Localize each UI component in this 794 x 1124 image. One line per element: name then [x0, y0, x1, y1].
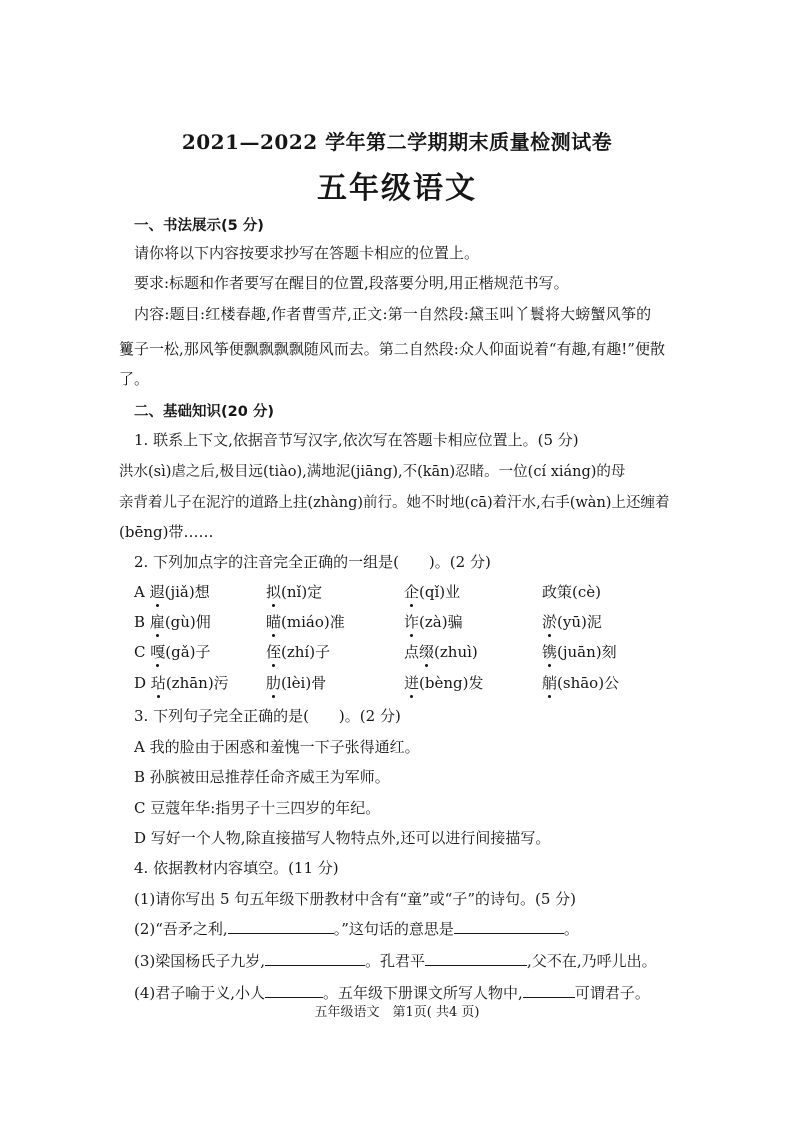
q1-text-line-2: 亲背着儿子在泥泞的道路上拄(zhàng)前行。她不时地(cā)着汗水,右手(wàn)上还缠着	[119, 495, 670, 511]
dotted-char: 侄	[266, 643, 282, 661]
option-prefix: D	[134, 674, 151, 692]
pinyin: (jiǎ)想	[164, 583, 210, 601]
dotted-char: 雇	[149, 613, 165, 631]
q2-option	[266, 581, 322, 602]
pinyin: (zhān)污	[165, 674, 229, 692]
q4-part-4	[134, 982, 650, 1003]
q2-option	[542, 641, 617, 662]
q4-p4-text-a: (4)君子喻于义,小人	[134, 984, 266, 1002]
q2-option	[134, 641, 211, 662]
dotted-char: 遐	[149, 583, 165, 601]
answer-blank[interactable]	[523, 983, 575, 998]
q4-part-2	[134, 918, 579, 939]
pinyin: (miáo)准	[281, 613, 345, 631]
option-prefix: 点	[404, 643, 420, 661]
q2-option	[404, 641, 478, 662]
q3-option-c: C 豆蔻年华:指男子十三四岁的年纪。	[134, 799, 381, 817]
q4-p3-text-b: 。孔君平	[365, 952, 426, 970]
q2-option	[542, 611, 602, 632]
pinyin: (gǎ)子	[165, 643, 211, 661]
q4-p2-text-a: (2)“吾矛之利,	[134, 920, 228, 938]
q4-p2-text-c: 。	[563, 920, 579, 938]
dotted-char: 镌	[542, 643, 558, 661]
pinyin: (zhuì)	[434, 643, 478, 661]
answer-blank[interactable]	[265, 983, 323, 998]
q2-option	[266, 672, 326, 693]
dotted-char: 拟	[266, 583, 282, 601]
dotted-char: 嘎	[150, 643, 166, 661]
plain-char: 政策	[542, 583, 573, 601]
dotted-char: 企	[404, 583, 420, 601]
answer-blank[interactable]	[454, 919, 564, 934]
dotted-char: 艄	[542, 674, 558, 692]
option-prefix: A	[134, 583, 150, 601]
dotted-char: 诈	[404, 613, 420, 631]
q2-option	[134, 581, 210, 602]
section-2-heading: 二、基础知识(20 分)	[134, 404, 274, 420]
q3-option-a: A 我的脸由于困惑和羞愧一下子张得通红。	[134, 738, 420, 756]
s1-content-line-1: 内容:题目:红楼春趣,作者曹雪芹,正文:第一自然段:黛玉叫丫鬟将大螃蟹风筝的	[134, 305, 652, 323]
answer-blank[interactable]	[425, 951, 527, 966]
answer-blank[interactable]	[265, 951, 365, 966]
exam-title: 2021—2022 学年第二学期期末质量检测试卷	[181, 130, 613, 154]
q1-text-line-1: 洪水(sì)虐之后,极目远(tiào),满地泥(jiāng),不(kān)忍睹。一位(cí xiáng)的母	[119, 464, 626, 480]
s1-content-line-2: 籰子一松,那风筝便飘飘飘飘随风而去。第二自然段:众人仰面说着“有趣,有趣!”便散	[119, 340, 665, 358]
q4-part-3	[134, 950, 657, 971]
q4-part-1: (1)请你写出 5 句五年级下册教材中含有“童”或“子”的诗句。(5 分)	[134, 890, 577, 908]
q2-option	[134, 672, 229, 693]
q4-p4-text-c: 可谓君子。	[574, 984, 650, 1002]
q2-option	[404, 581, 460, 602]
option-prefix: C	[134, 643, 151, 661]
q2-stem: 2. 下列加点字的注音完全正确的一组是( )。(2 分)	[134, 553, 491, 571]
dotted-char: 淤	[542, 613, 558, 631]
pinyin: (cè)	[572, 583, 601, 601]
pinyin: (zhí)子	[281, 643, 331, 661]
q2-option	[134, 611, 211, 632]
q3-option-b: B 孙膑被田忌推荐任命齐威王为军师。	[134, 768, 390, 786]
dotted-char: 迸	[404, 674, 420, 692]
q2-option	[266, 611, 345, 632]
pinyin: (juān)刻	[557, 643, 617, 661]
pinyin: (gù)佣	[164, 613, 211, 631]
dotted-char: 缀	[419, 643, 435, 661]
dotted-char: 瞄	[266, 613, 282, 631]
dotted-char: 肋	[266, 674, 282, 692]
q2-option	[542, 581, 601, 602]
pinyin: (yū)泥	[557, 613, 602, 631]
q2-option	[404, 672, 483, 693]
pinyin: (bèng)发	[419, 674, 484, 692]
q2-option	[404, 611, 463, 632]
s1-instruction: 请你将以下内容按要求抄写在答题卡相应的位置上。	[134, 244, 480, 262]
pinyin: (zà)骗	[419, 613, 463, 631]
s1-content-line-3: 了。	[119, 370, 150, 388]
q1-text-line-3: (bēng)带……	[119, 523, 214, 541]
q4-stem: 4. 依据教材内容填空。(11 分)	[134, 859, 339, 877]
option-prefix: B	[134, 613, 150, 631]
section-1-heading: 一、书法展示(5 分)	[134, 218, 264, 234]
s1-requirement: 要求:标题和作者要写在醒目的位置,段落要分明,用正楷规范书写。	[134, 274, 569, 292]
pinyin: (shāo)公	[557, 674, 620, 692]
q3-option-d: D 写好一个人物,除直接描写人物特点外,还可以进行间接描写。	[134, 829, 551, 847]
q2-option	[542, 672, 619, 693]
q2-option	[266, 641, 330, 662]
pinyin: (nǐ)定	[281, 583, 323, 601]
q4-p3-text-c: ,父不在,乃呼儿出。	[527, 952, 657, 970]
answer-blank[interactable]	[228, 919, 334, 934]
dotted-char: 玷	[150, 674, 166, 692]
pinyin: (lèi)骨	[281, 674, 327, 692]
pinyin: (qǐ)业	[419, 583, 461, 601]
q4-p4-text-b: 。五年级下册课文所写人物中,	[323, 984, 523, 1002]
page-footer: 五年级语文 第1页( 共4 页)	[314, 1005, 480, 1020]
q4-p2-text-b: 。”这句话的意思是	[333, 920, 454, 938]
q1-stem: 1. 联系上下文,依据音节写汉字,依次写在答题卡相应位置上。(5 分)	[134, 431, 579, 449]
q4-p3-text-a: (3)梁国杨氏子九岁,	[134, 952, 266, 970]
q3-stem: 3. 下列句子完全正确的是( )。(2 分)	[134, 707, 401, 725]
exam-subject-title: 五年级语文	[317, 171, 477, 206]
